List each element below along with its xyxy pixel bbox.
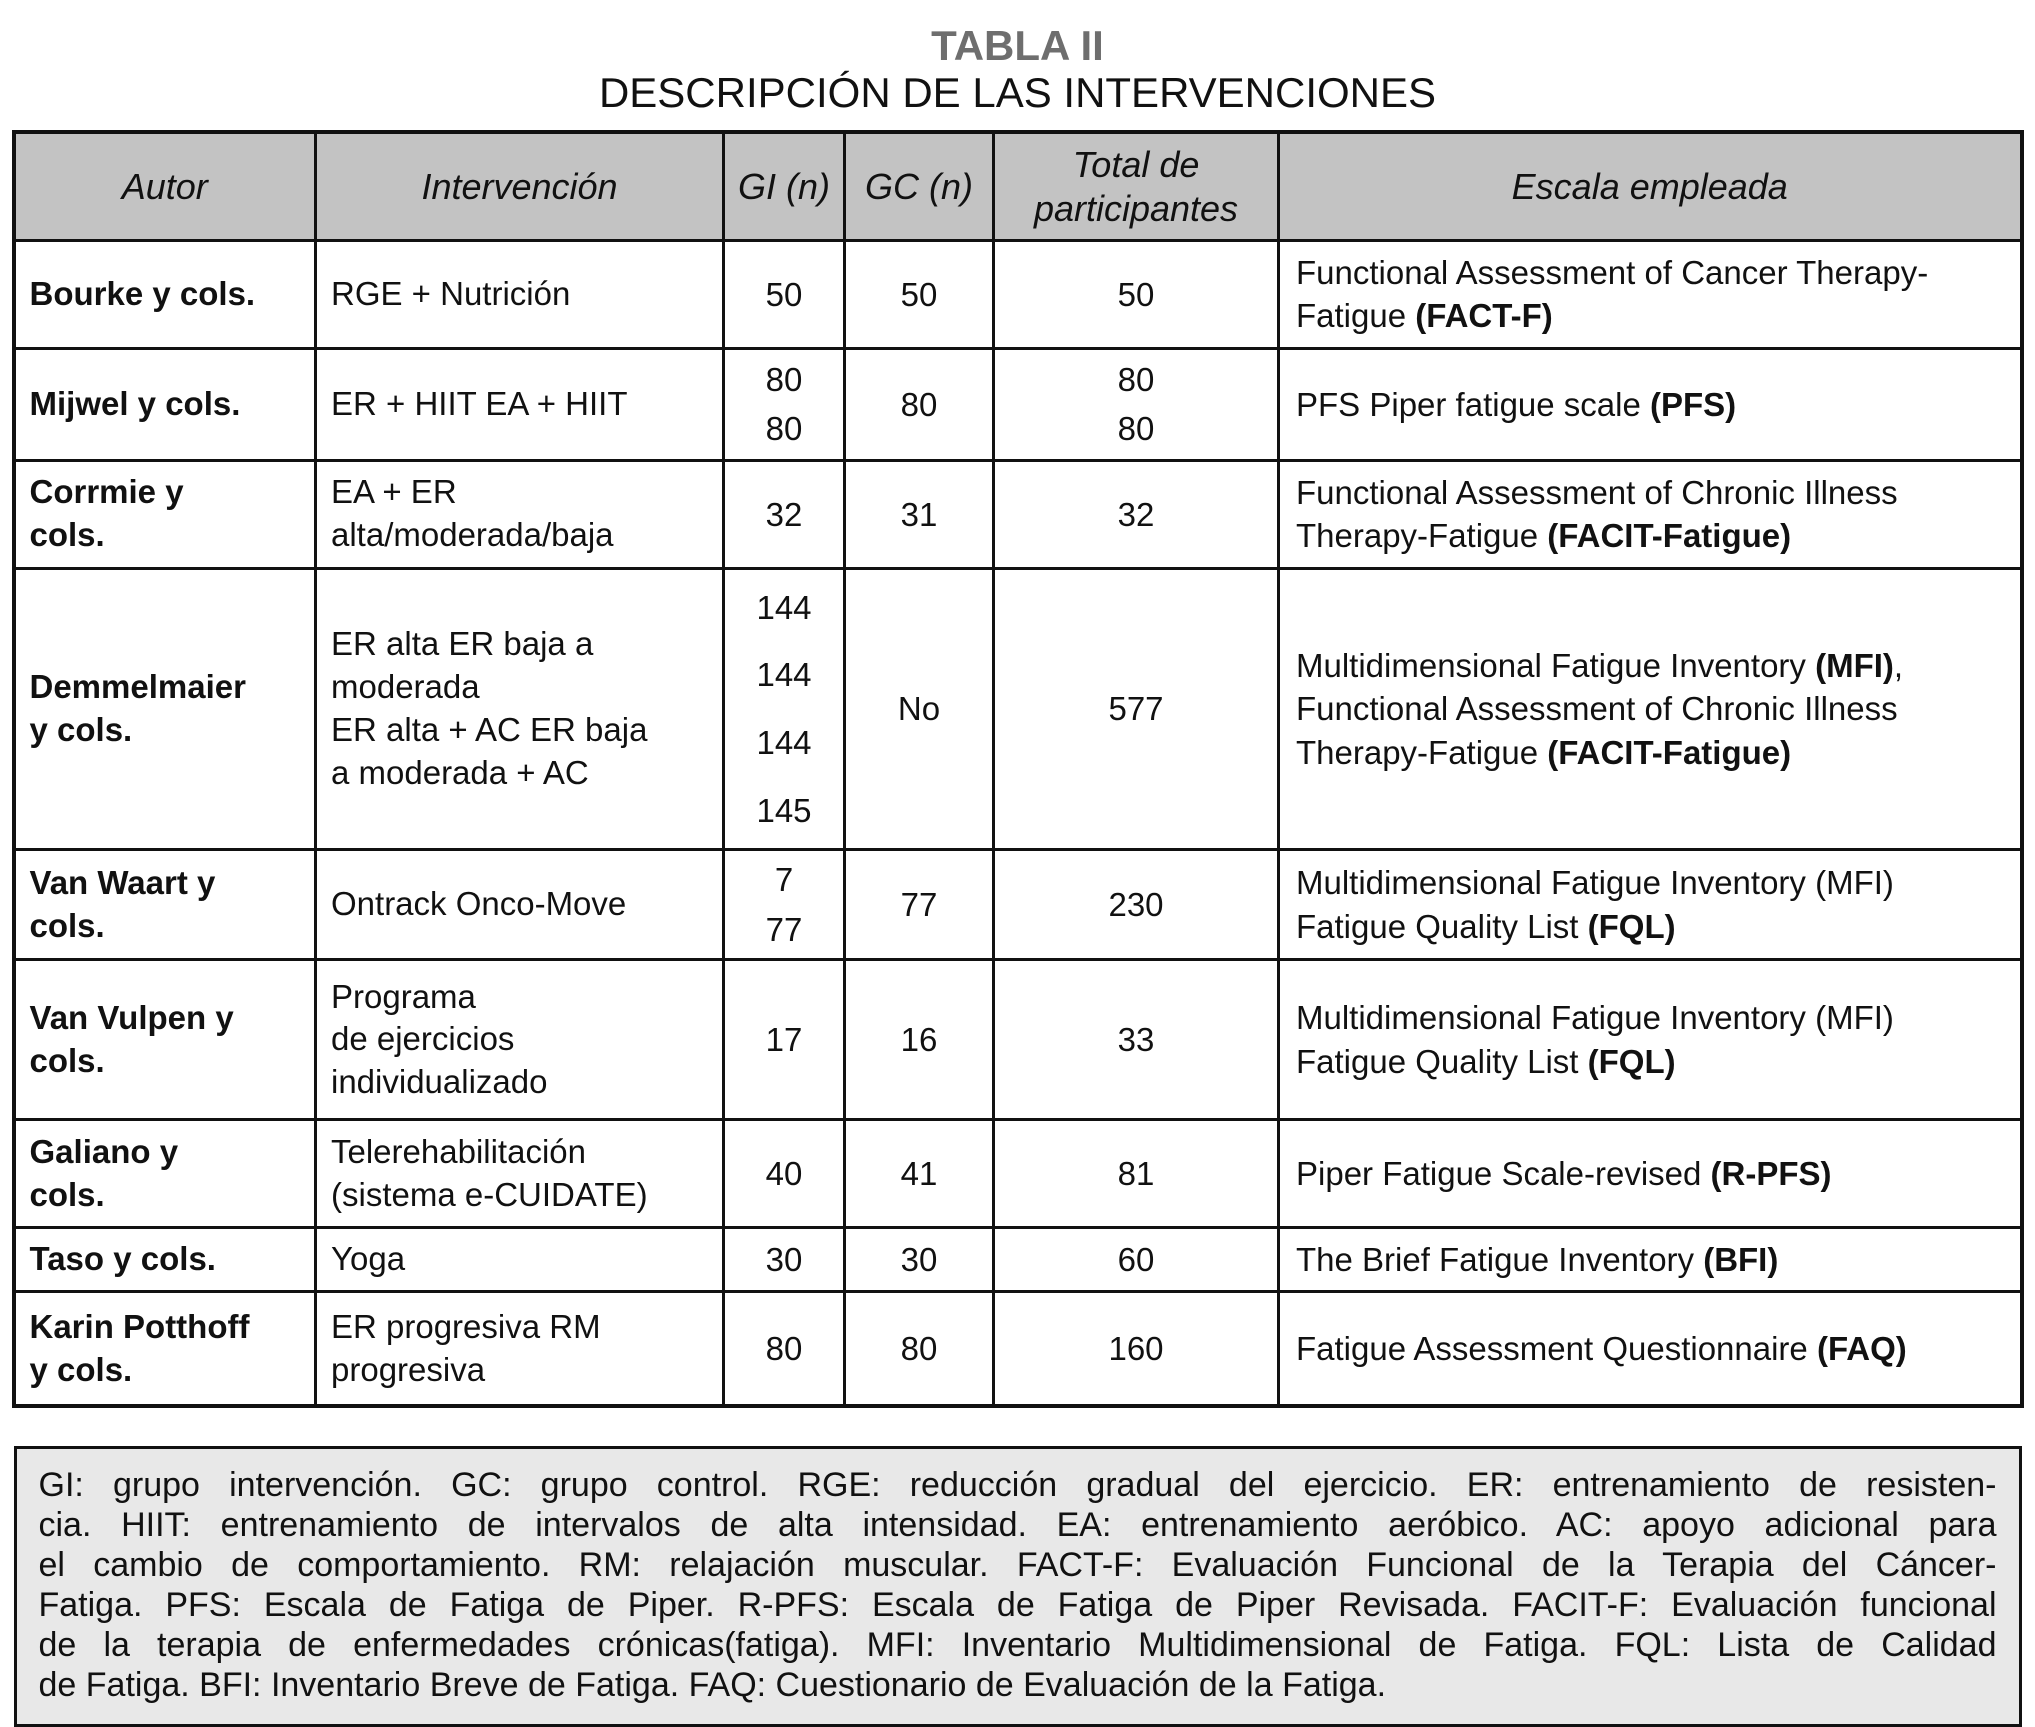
total-cell: [994, 1292, 1279, 1406]
gc-cell: [845, 960, 994, 1120]
table-row: [14, 348, 2022, 460]
total-value: 81: [1117, 1155, 1155, 1193]
text-line: (sistema e-CUIDATE): [331, 1175, 648, 1213]
autor-cell: [14, 960, 316, 1120]
footnote-line: el cambio de comportamiento. RM: relajación muscular. FACT-F: Evaluación Funcional de la Terapia del Cáncer-: [38, 1546, 1997, 1585]
text-line: y cols.: [29, 711, 133, 749]
column-header-autor: Autor: [14, 132, 316, 240]
intervencion-cell: [316, 1120, 724, 1228]
text-line: Galiano y: [29, 1133, 179, 1170]
text-line: Corrmie y: [29, 473, 184, 511]
total-cell: [994, 348, 1279, 460]
gi-value: 144: [756, 588, 812, 626]
gi-cell: [724, 960, 845, 1120]
table-number-title: TABLA II: [931, 22, 1104, 69]
total-cell: [994, 1228, 1279, 1292]
text-line: individualizado: [331, 1063, 548, 1101]
table-row: [14, 1120, 2022, 1228]
column-header-gi: GI (n): [724, 132, 845, 240]
gc-value: 41: [900, 1155, 938, 1193]
gc-cell: [845, 850, 994, 960]
table-header-row: [14, 132, 2022, 240]
scale-acronym: (BFI): [1703, 1241, 1779, 1279]
text-line: progresiva: [331, 1350, 486, 1388]
text-line: moderada: [331, 668, 480, 706]
gc-cell: [845, 1228, 994, 1292]
intervencion-cell: [316, 960, 724, 1120]
autor-cell: [14, 240, 316, 348]
column-header-intervencion: Intervención: [316, 132, 724, 240]
escala-cell: [1279, 850, 2022, 960]
intervencion-cell: [316, 460, 724, 568]
scale-acronym: (PFS): [1650, 385, 1737, 423]
autor-cell: [14, 348, 316, 460]
scale-acronym: (FQL): [1587, 907, 1676, 945]
text-line: ER alta + AC ER baja: [331, 711, 648, 749]
autor-cell: [14, 1228, 316, 1292]
text-line: cols.: [29, 1175, 105, 1213]
column-header-gc: GC (n): [845, 132, 994, 240]
total-value: 80: [1117, 360, 1155, 398]
gi-value: 145: [756, 791, 812, 829]
text-line: Ontrack Onco-Move: [331, 885, 627, 923]
scale-acronym: (FQL): [1587, 1042, 1676, 1080]
intervencion-cell: [316, 568, 724, 850]
text-line: alta/moderada/baja: [331, 516, 614, 554]
text-line: Van Vulpen y: [29, 999, 234, 1036]
text-line: ER + HIIT EA + HIIT: [331, 384, 628, 422]
escala-cell: [1279, 568, 2022, 850]
gi-value: 80: [765, 1329, 803, 1367]
table-row: [14, 568, 2022, 850]
text-line: Yoga: [331, 1240, 406, 1278]
gc-value: 77: [900, 886, 938, 924]
footnote-box: [14, 1446, 2022, 1727]
gi-value: 17: [765, 1021, 803, 1059]
gi-cell: [724, 850, 845, 960]
intervencion-cell: [316, 1228, 724, 1292]
gi-cell: [724, 240, 845, 348]
gi-cell: [724, 460, 845, 568]
intervencion-cell: [316, 1292, 724, 1406]
scale-acronym: (MFI): [1815, 646, 1894, 684]
gi-cell: [724, 1228, 845, 1292]
autor-cell: [14, 850, 316, 960]
text-line: Taso y cols.: [29, 1240, 216, 1278]
title-block: [0, 0, 2035, 117]
scale-name: Multidimensional Fatigue Inventory (MFI) Fatigue Quality List: [1296, 864, 1894, 945]
gc-cell: [845, 240, 994, 348]
text-line: ER alta ER baja a: [331, 625, 594, 663]
table-subtitle: DESCRIPCIÓN DE LAS INTERVENCIONES: [598, 69, 1437, 117]
escala-cell: [1279, 460, 2022, 568]
table-row: [14, 960, 2022, 1120]
total-cell: [994, 850, 1279, 960]
footnote-line: de Fatiga. BFI: Inventario Breve de Fatiga. FAQ: Cuestionario de Evaluación de la Fatiga.: [38, 1666, 1387, 1705]
total-value: 230: [1108, 886, 1164, 924]
gi-value: 7: [774, 861, 794, 899]
scale-name: Multidimensional Fatigue Inventory (MFI) Fatigue Quality List: [1296, 999, 1894, 1080]
text-line: Demmelmaier: [29, 668, 246, 706]
total-value: 60: [1117, 1241, 1155, 1279]
gc-value: No: [897, 690, 941, 728]
text-line: EA + ER: [331, 473, 457, 511]
gc-cell: [845, 1292, 994, 1406]
gi-value: 50: [765, 275, 803, 313]
scale-acronym: (FACT-F): [1415, 297, 1553, 335]
text-line: cols.: [29, 906, 105, 944]
gc-value: 80: [900, 1329, 938, 1367]
text-line: Mijwel y cols.: [29, 384, 241, 422]
total-cell: [994, 460, 1279, 568]
scale-name: Fatigue Assessment Questionnaire: [1296, 1329, 1817, 1367]
text-line: a moderada + AC: [331, 754, 589, 791]
gc-value: 31: [900, 495, 938, 533]
gi-value: 80: [765, 410, 803, 448]
gi-cell: [724, 1292, 845, 1406]
total-value: 80: [1117, 410, 1155, 448]
gc-cell: [845, 348, 994, 460]
text-line: Telerehabilitación: [331, 1133, 586, 1170]
gi-cell: [724, 568, 845, 850]
text-line: ER progresiva RM: [331, 1307, 601, 1345]
autor-cell: [14, 1292, 316, 1406]
footnote-line: GI: grupo intervención. GC: grupo control. RGE: reducción gradual del ejercicio. ER: entrenamiento de resisten-: [38, 1465, 1997, 1504]
gc-cell: [845, 568, 994, 850]
text-line: Bourke y cols.: [29, 274, 256, 312]
text-line: Programa: [331, 977, 476, 1015]
total-value: 160: [1108, 1329, 1164, 1367]
total-cell: [994, 1120, 1279, 1228]
scale-name: Piper Fatigue Scale-revised: [1296, 1155, 1711, 1193]
gi-value: 30: [765, 1241, 803, 1279]
intervencion-cell: [316, 348, 724, 460]
column-header-total: Total de participantes: [994, 132, 1279, 240]
scale-acronym: (FAQ): [1816, 1329, 1907, 1367]
table-row: [14, 1228, 2022, 1292]
gi-cell: [724, 348, 845, 460]
scale-acronym: (FACIT-Fatigue): [1547, 733, 1792, 771]
escala-cell: [1279, 348, 2022, 460]
scale-name: Multidimensional Fatigue Inventory: [1296, 646, 1816, 684]
text-line: y cols.: [29, 1350, 133, 1388]
gc-cell: [845, 460, 994, 568]
table-row: [14, 850, 2022, 960]
table-row: [14, 1292, 2022, 1406]
scale-name: The Brief Fatigue Inventory: [1296, 1241, 1704, 1279]
gi-value: 144: [756, 724, 812, 762]
table-row: [14, 240, 2022, 348]
gi-value: 144: [756, 656, 812, 694]
gc-value: 30: [900, 1241, 938, 1279]
scale-acronym: (R-PFS): [1710, 1155, 1832, 1193]
gi-cell: [724, 1120, 845, 1228]
scale-acronym: (FACIT-Fatigue): [1547, 517, 1792, 555]
gc-value: 80: [900, 385, 938, 423]
scale-name: , Functional Assessment of Chronic Illness Therapy-Fatigue: [1296, 646, 1904, 771]
text-line: de ejercicios: [331, 1020, 515, 1058]
total-value: 33: [1117, 1021, 1155, 1059]
scale-name: Functional Assessment of Chronic Illness Therapy-Fatigue: [1296, 473, 1898, 555]
scale-name: PFS Piper fatigue scale: [1296, 385, 1651, 423]
escala-cell: [1279, 240, 2022, 348]
gc-cell: [845, 1120, 994, 1228]
total-cell: [994, 240, 1279, 348]
escala-cell: [1279, 1120, 2022, 1228]
escala-cell: [1279, 1292, 2022, 1406]
text-line: RGE + Nutrición: [331, 274, 571, 312]
intervencion-cell: [316, 240, 724, 348]
text-line: cols.: [29, 516, 105, 554]
text-line: Karin Potthoff: [29, 1307, 250, 1345]
table-body: [14, 240, 2022, 1406]
total-cell: [994, 960, 1279, 1120]
gi-value: 77: [765, 910, 803, 948]
autor-cell: [14, 460, 316, 568]
footnote-line: cia. HIIT: entrenamiento de intervalos de alta intensidad. EA: entrenamiento aeróbico. AC: apoyo adicional para: [38, 1506, 1997, 1544]
interventions-table: [12, 130, 2024, 1408]
gi-value: 80: [765, 360, 803, 398]
footnote-line: de la terapia de enfermedades crónicas(fatiga). MFI: Inventario Multidimensional de Fatiga. FQL: Lista de Calidad: [38, 1626, 1997, 1665]
table-row: [14, 460, 2022, 568]
scale-name: Functional Assessment of Cancer Therapy-Fatigue: [1296, 253, 1929, 335]
total-cell: [994, 568, 1279, 850]
total-value: 32: [1117, 495, 1155, 533]
autor-cell: [14, 568, 316, 850]
escala-cell: [1279, 1228, 2022, 1292]
column-header-escala: Escala empleada: [1279, 132, 2022, 240]
gi-value: 32: [765, 495, 803, 533]
autor-cell: [14, 1120, 316, 1228]
total-value: 577: [1108, 690, 1164, 728]
intervencion-cell: [316, 850, 724, 960]
gi-value: 40: [765, 1155, 803, 1193]
gc-value: 16: [900, 1021, 938, 1059]
text-line: cols.: [29, 1041, 105, 1079]
escala-cell: [1279, 960, 2022, 1120]
gc-value: 50: [900, 275, 938, 313]
text-line: Van Waart y: [29, 864, 216, 901]
footnote-line: Fatiga. PFS: Escala de Fatiga de Piper. R-PFS: Escala de Fatiga de Piper Revisada. FACIT-F: Evaluación funcional: [38, 1586, 1997, 1625]
total-value: 50: [1117, 275, 1155, 313]
